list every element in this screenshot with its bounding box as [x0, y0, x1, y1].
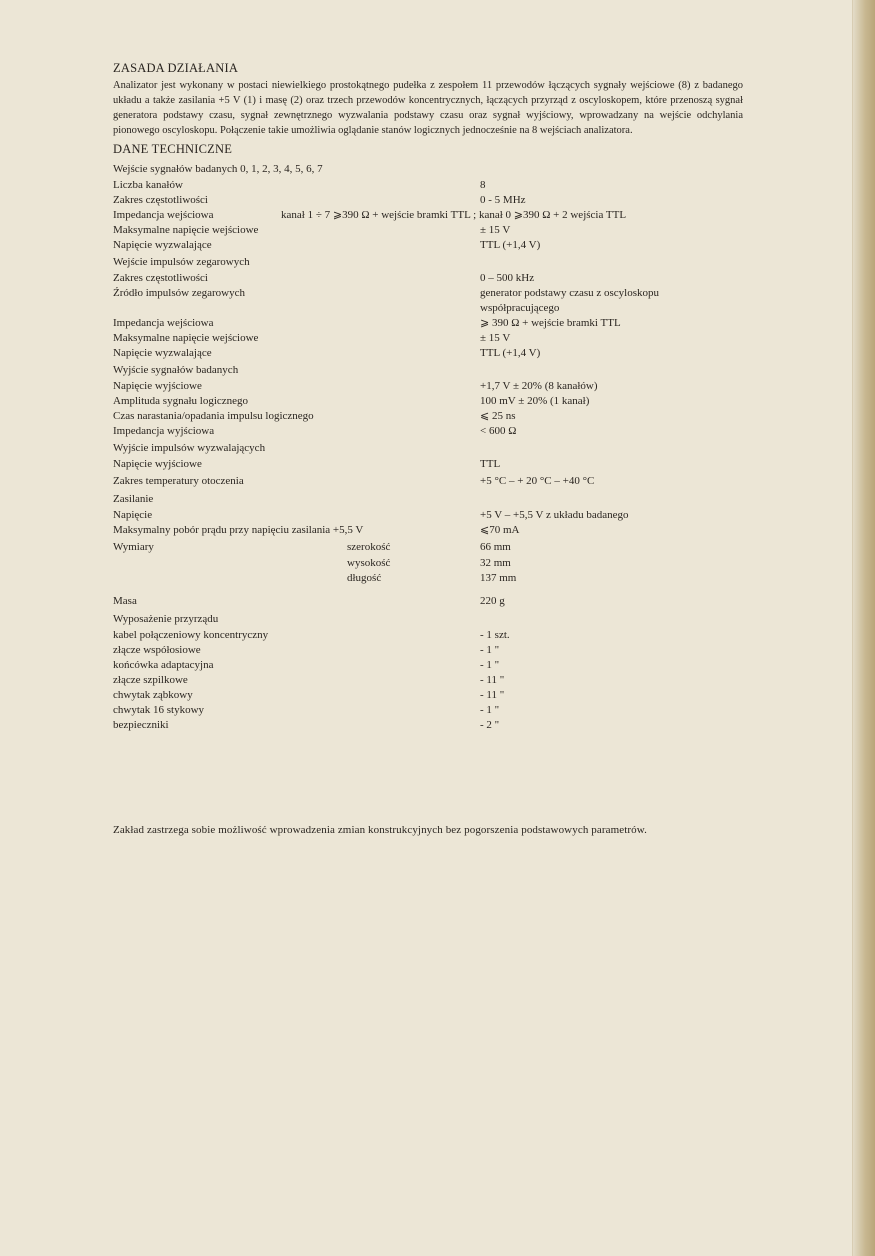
spec-label: Wyposażenie przyrządu [113, 613, 219, 625]
spec-label: Wejście sygnałów badanych 0, 1, 2, 3, 4, 5, 6, 7 [113, 163, 323, 175]
spec-value: - 1 " [480, 704, 500, 716]
spec-section-row [113, 439, 753, 457]
spec-row [113, 688, 753, 703]
spec-row [113, 178, 753, 193]
spec-value: TTL [480, 458, 501, 470]
spec-section-row [113, 538, 753, 556]
spec-label: Wyjście sygnałów badanych [113, 364, 239, 376]
spec-value: - 1 " [480, 659, 500, 671]
spec-value: - 1 szt. [480, 629, 510, 641]
spec-row [113, 457, 753, 472]
page-edge [853, 0, 875, 1256]
spec-row [113, 718, 753, 733]
spec-dimension-label: długość [347, 572, 382, 584]
spec-row [113, 643, 753, 658]
spec-row [113, 316, 753, 331]
spec-label: Napięcie wyzwalające [113, 347, 212, 359]
spec-value: - 1 " [480, 644, 500, 656]
spec-value: ⩾ 390 Ω + wejście bramki TTL [480, 317, 621, 329]
spec-dimension-label: wysokość [347, 557, 391, 569]
spec-value: - 11 " [480, 674, 505, 686]
spec-section-row [113, 592, 753, 610]
spec-value: ± 15 V [480, 332, 511, 344]
spec-row [113, 673, 753, 688]
spec-label: kabel połączeniowy koncentryczny [113, 629, 269, 641]
spec-value: współpracującego [480, 302, 560, 314]
spec-label: końcówka adaptacyjna [113, 659, 214, 671]
spec-row [113, 556, 753, 571]
spec-label: Zakres częstotliwości [113, 272, 208, 284]
spec-row [113, 193, 753, 208]
spec-value: ± 15 V [480, 224, 511, 236]
document-body [113, 60, 753, 733]
spec-label: Źródło impulsów zegarowych [113, 287, 245, 299]
spec-row [113, 424, 753, 439]
spec-row [113, 571, 753, 586]
spec-section-row [113, 361, 753, 379]
spec-row [113, 238, 753, 253]
spec-label: złącze szpilkowe [113, 674, 188, 686]
spec-row [113, 223, 753, 238]
spec-label: Maksymalny pobór prądu przy napięciu zasilania +5,5 V [113, 524, 364, 536]
spec-dimension-label: szerokość [347, 541, 391, 553]
spec-row [113, 508, 753, 523]
spec-value: - 11 " [480, 689, 505, 701]
spec-section-row [113, 610, 753, 628]
spec-label: Maksymalne napięcie wejściowe [113, 332, 259, 344]
spec-label: Impedancja wejściowa [113, 317, 214, 329]
spec-value: 137 mm [480, 572, 517, 584]
spec-value: 8 [480, 179, 486, 191]
spec-value: 0 - 5 MHz [480, 194, 526, 206]
spec-row [113, 271, 753, 286]
spec-value: - 2 " [480, 719, 500, 731]
spec-row [113, 208, 753, 223]
spec-value: TTL (+1,4 V) [480, 347, 541, 359]
spec-row [113, 628, 753, 643]
spec-row [113, 394, 753, 409]
spec-section-row [113, 472, 753, 490]
spec-label: Wymiary [113, 541, 154, 553]
spec-row [113, 409, 753, 424]
spec-table [113, 160, 753, 733]
spec-value: 0 – 500 kHz [480, 272, 535, 284]
spec-value: ⩽70 mA [480, 524, 520, 536]
spec-value: +1,7 V ± 20% (8 kanałów) [480, 380, 598, 392]
spec-label: Napięcie wyzwalające [113, 239, 212, 251]
spec-section-row [113, 253, 753, 271]
spec-label: Napięcie wyjściowe [113, 380, 202, 392]
spec-row [113, 331, 753, 346]
spec-row [113, 346, 753, 361]
section-heading-specs: DANE TECHNICZNE [113, 142, 233, 156]
spec-label: Zasilanie [113, 493, 154, 505]
spec-value: 32 mm [480, 557, 511, 569]
spec-value: 100 mV ± 20% (1 kanał) [480, 395, 590, 407]
spec-label: Liczba kanałów [113, 179, 183, 191]
spec-section-row [113, 490, 753, 508]
spec-label: Masa [113, 595, 137, 607]
spec-label: Czas narastania/opadania impulsu logicznego [113, 410, 314, 422]
spec-inline-value: kanał 1 ÷ 7 ⩾390 Ω + wejście bramki TTL ; kanał 0 ⩾390 Ω + 2 wejścia TTL [281, 209, 627, 221]
principle-paragraph: Analizator jest wykonany w postaci niewielkiego prostokątnego pudełka z zespołem 11 przewodów łączących sygnały wejściowe (8) z badanego układu a także zasilania +5 V (1) i masę (2) oraz trzech przewodów koncentrycznych, łączących przyrząd z oscyloskopem, które przenoszą sygnał generatora podstawy czasu, sygnał zewnętrznego wyzwalania podstawy czasu oraz sygnał wyjściowy, wprowadzany na wejście odchylania pionowego oscyloskopu. Połączenie takie umożliwia oglądanie stanów logicznych jednocześnie na 8 wejściach analizatora. [113, 80, 743, 136]
spec-row [113, 658, 753, 673]
spec-value: < 600 Ω [480, 425, 517, 437]
spec-value: 66 mm [480, 541, 511, 553]
spec-label: Napięcie [113, 509, 153, 521]
spec-label: Maksymalne napięcie wejściowe [113, 224, 259, 236]
spec-label: złącze współosiowe [113, 644, 201, 656]
spec-label: Napięcie wyjściowe [113, 458, 202, 470]
spec-row [113, 379, 753, 394]
spec-label: bezpieczniki [113, 719, 169, 731]
spec-label: Amplituda sygnału logicznego [113, 395, 249, 407]
section-heading-principle: ZASADA DZIAŁANIA [113, 61, 239, 75]
footer-note: Zakład zastrzega sobie możliwość wprowadzenia zmian konstrukcyjnych bez pogorszenia podstawowych parametrów. [113, 824, 647, 836]
spec-value: +5 °C – + 20 °C – +40 °C [480, 475, 595, 487]
spec-label: Impedancja wejściowa [113, 209, 214, 221]
spec-value: 220 g [480, 595, 505, 607]
spec-row [113, 286, 753, 301]
spec-value: generator podstawy czasu z oscyloskopu [480, 287, 660, 299]
spec-section-row [113, 160, 753, 178]
spec-row [113, 523, 753, 538]
spec-value: +5 V – +5,5 V z układu badanego [480, 509, 629, 521]
spec-label: Zakres temperatury otoczenia [113, 475, 244, 487]
spec-row [113, 301, 753, 316]
spec-value: ⩽ 25 ns [480, 410, 516, 422]
spec-label: chwytak 16 stykowy [113, 704, 205, 716]
spec-row [113, 703, 753, 718]
spec-label: Zakres częstotliwości [113, 194, 208, 206]
spec-label: Wyjście impulsów wyzwalających [113, 442, 266, 454]
spec-value: TTL (+1,4 V) [480, 239, 541, 251]
spec-label: Impedancja wyjściowa [113, 425, 215, 437]
spec-label: Wejście impulsów zegarowych [113, 256, 250, 268]
spec-label: chwytak ząbkowy [113, 689, 193, 701]
